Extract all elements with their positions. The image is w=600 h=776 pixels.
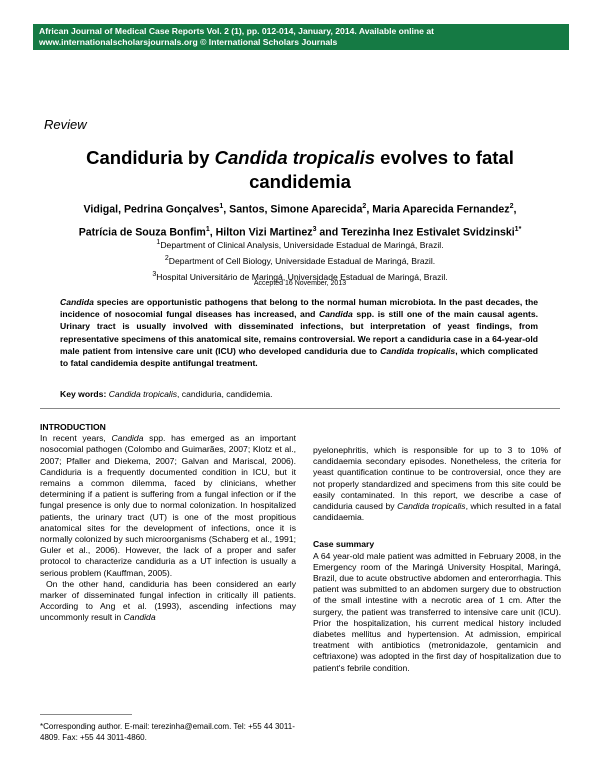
intro-text: In recent years, bbox=[40, 433, 112, 444]
author: Patrícia de Souza Bonfim bbox=[78, 226, 206, 239]
abstract-text: spp. is still one of the main causal agents. Urinary tract is usually involved with disseminated infections, but interpretation of yeast findings, from representative specimens of this anatomical site, remains controversial. We report a candiduria case in a 64-year-old male patient from intensive care unit (ICU) who developed candiduria due to bbox=[60, 309, 538, 356]
affiliation-sup: 2 bbox=[164, 254, 169, 262]
author-sup: 3 bbox=[312, 225, 317, 233]
intro-text: , which resulted in a fatal candidaemia. bbox=[313, 501, 562, 523]
intro-text: On the other hand, candiduria has been considered an early marker of disseminated fungal infection in critically ill patients. According to Ang et al. (1993), ascending infections may uncommonly result in bbox=[40, 578, 296, 623]
abstract bbox=[60, 296, 538, 369]
corresponding-author-footnote: *Corresponding author. E-mail: terezinha@email.com. Tel: +55 44 3011-4809. Fax: +55 44 3011-4860. bbox=[40, 722, 295, 742]
accepted-date: Accepted 16 November, 2013 bbox=[253, 280, 347, 287]
introduction-paragraph-2 bbox=[40, 579, 296, 624]
article-title bbox=[40, 146, 560, 194]
intro-text: pyelonephritis, which is responsible for up to 3 to 10% of candidaemia secondary episodes. Nonetheless, the criteria for yeast quantification continue to be controversial, once they are not properly standardized and specimens from this site could be easily contaminated. In this report, we describe a case of candiduria caused by bbox=[313, 445, 561, 512]
author: , Maria Aparecida Fernandez bbox=[366, 203, 510, 216]
title-italic: Candida tropicalis bbox=[214, 147, 376, 168]
author-sup: 2 bbox=[362, 203, 367, 210]
author-sup: 2 bbox=[509, 203, 514, 210]
abstract-italic: Candida bbox=[60, 297, 94, 307]
author: Vidigal, Pedrina Gonçalves bbox=[83, 203, 220, 216]
intro-text: spp. has emerged as an important nosocomial pathogen (Colombo and Guimarães, 2007; Klotz et al., 2007; Pfaller and Diekema, 2007; Galvan and Mariscal, 2006). Candiduria is a frequently documented condition in ICU, but it remains a common dilemma, faced by clinicians, whether determining if a patient is suffering from a fungal infection or if the fungal presence is only due to normal colonization. In hospitalized patients, the urinary tract (UT) is one of the most propitious anatomical sites for the development of infections, once it is normally colonized by such microorganisms (Schaberg et al., 1991; Guler et al., 2006). However, the lack of a proper and safer protocol to characterize candiduria as a UT infection is usually a serious problem (Kauffman, 2005). bbox=[40, 433, 296, 578]
intro-italic: Candida bbox=[123, 612, 156, 623]
keywords-rest: , candiduria, candidemia. bbox=[177, 389, 273, 399]
author: and Terezinha Inez Estivalet Svidzinski bbox=[316, 226, 515, 239]
author-sup: 1 bbox=[205, 225, 210, 233]
title-part2: evolves to fatal candidemia bbox=[249, 147, 514, 192]
article-type: Review bbox=[44, 117, 87, 132]
introduction-paragraph-2-continued bbox=[313, 445, 561, 523]
abstract-text: species are opportunistic pathogens that belong to the normal human microbiota. In the past decades, the incidence of nosocomial fungal diseases has increased, and bbox=[60, 297, 538, 320]
author: , Santos, Simone Aparecida bbox=[223, 203, 363, 216]
keywords-italic: Candida tropicalis bbox=[108, 389, 178, 399]
left-column bbox=[40, 422, 296, 624]
author-list: Vidigal, Pedrina Gonçalves$^1$, Santos, Simone Aparecida$^2$, Maria Aparecida Fernandez$^2$, Patrícia de Souza Bonfim$^1$, Hilton Vizi Martinez$^3$ and Terezinha Inez Estivalet Svidzinski$^{1*}$ bbox=[78, 203, 522, 239]
keywords-label: Key words: bbox=[60, 389, 107, 399]
abstract-italic: Candida tropicalis bbox=[380, 345, 456, 356]
affiliation-text: Department of Clinical Analysis, Universidade Estadual de Maringá, Brazil. bbox=[160, 239, 444, 250]
author-sup: 1 bbox=[219, 203, 224, 210]
author: , Hilton Vizi Martinez bbox=[209, 226, 313, 239]
journal-header-line1: African Journal of Medical Case Reports Vol. 2 (1), pp. 012-014, January, 2014. Available online at bbox=[39, 26, 434, 36]
footnote-divider bbox=[40, 714, 132, 715]
abstract-text: , which complicated to fatal candidemia despite antifungal treatment. bbox=[60, 345, 538, 369]
case-summary-paragraph: A 64 year-old male patient was admitted in February 2008, in the Emergency room of the Maringá University Hospital, Maringá, Brazil, due to acute obstructive abdomen and enterorrhagia. This patient was submitted to an abdomen surgery due to obstruction of the small intestine with a necrotic area of 1 cm. After the surgery, the patient was transferred to intensive care unit (ICU). Prior the hospitalization, his current medical history included diabetes mellitus and hypertension. At admission, empirical treatment with antibiotics (metronidazole, gentamicin and ceftriaxone) was adopted in the first day of hospitalization due to patient's febrile condition. bbox=[313, 550, 561, 673]
section-divider bbox=[40, 408, 560, 409]
introduction-heading: INTRODUCTION bbox=[40, 422, 106, 432]
keywords bbox=[60, 389, 273, 399]
case-summary-heading: Case summary bbox=[313, 539, 375, 550]
introduction-paragraph-1 bbox=[40, 433, 296, 579]
abstract-italic: Candida bbox=[318, 309, 353, 320]
affiliation-sup: 1 bbox=[156, 239, 161, 246]
affiliation-text: Department of Cell Biology, Universidade Estadual de Maringá, Brazil. bbox=[168, 255, 436, 266]
journal-header-line2: www.internationalscholarsjournals.org © International Scholars Journals bbox=[39, 37, 338, 47]
intro-italic: Candida tropicalis bbox=[397, 501, 466, 512]
intro-italic: Candida bbox=[111, 433, 144, 444]
title-part1: Candiduria by bbox=[86, 147, 215, 168]
journal-header-banner bbox=[33, 24, 569, 50]
author-sup: 1* bbox=[514, 225, 522, 233]
affiliation-text: Hospital Universitário de Maringá, Universidade Estadual de Maringá, Brazil. bbox=[156, 271, 448, 282]
right-column bbox=[313, 445, 561, 674]
affiliation-sup: 3 bbox=[152, 270, 157, 278]
affiliation bbox=[40, 252, 560, 268]
affiliations bbox=[40, 236, 560, 284]
affiliation bbox=[40, 236, 560, 252]
